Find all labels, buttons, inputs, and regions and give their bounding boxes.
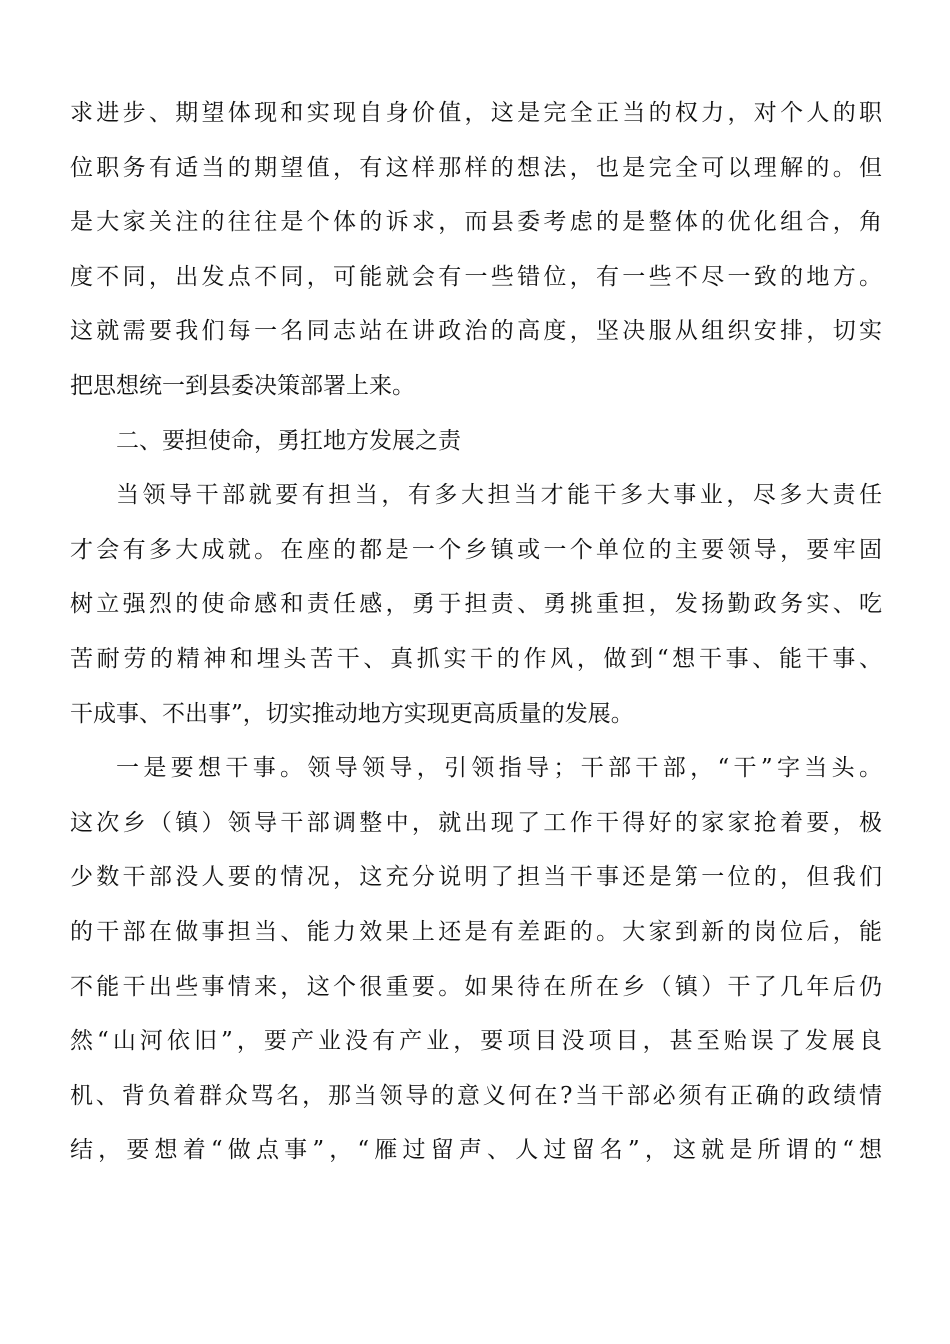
text-line: 是大家关注的往往是个体的诉求，而县委考虑的是整体的优化组合，角: [70, 209, 882, 236]
text-line: 的干部在做事担当、能力效果上还是有差距的。大家到新的岗位后，能: [70, 918, 882, 945]
text-line: 度不同，出发点不同，可能就会有一些错位，有一些不尽一致的地方。: [70, 263, 882, 290]
text-line: 苦耐劳的精神和埋头苦干、真抓实干的作风，做到“想干事、能干事、: [70, 645, 882, 672]
text-line: 结，要想着“做点事”，“雁过留声、人过留名”，这就是所谓的“想: [70, 1137, 882, 1164]
text-line: 位职务有适当的期望值，有这样那样的想法，也是完全可以理解的。但: [70, 154, 882, 181]
text-line: 把思想统一到县委决策部署上来。: [70, 372, 415, 399]
document-body: [70, 86, 882, 1178]
section-heading: 二、要担使命，勇扛地方发展之责: [116, 427, 461, 454]
text-line: 当领导干部就要有担当，有多大担当才能干多大事业，尽多大责任: [116, 482, 882, 509]
text-line: 求进步、期望体现和实现自身价值，这是完全正当的权力，对个人的职: [70, 100, 882, 126]
text-line: 树立强烈的使命感和责任感，勇于担责、勇挑重担，发扬勤政务实、吃: [70, 591, 882, 618]
text-line: 不能干出些事情来，这个很重要。如果待在所在乡（镇）干了几年后仍: [70, 973, 882, 1000]
text-line: 才会有多大成就。在座的都是一个乡镇或一个单位的主要领导，要牢固: [70, 536, 882, 563]
text-line: 这次乡（镇）领导干部调整中，就出现了工作干得好的家家抢着要，极: [70, 809, 882, 836]
text-line: 少数干部没人要的情况，这充分说明了担当干事还是第一位的，但我们: [70, 864, 882, 891]
text-line: 这就需要我们每一名同志站在讲政治的高度，坚决服从组织安排，切实: [70, 318, 882, 345]
text-line: 干成事、不出事”，切实推动地方实现更高质量的发展。: [70, 700, 634, 727]
text-line: 然“山河依旧”，要产业没有产业，要项目没项目，甚至贻误了发展良: [70, 1028, 882, 1055]
text-line: 一是要想干事。领导领导，引领指导；干部干部，“干”字当头。: [116, 755, 882, 782]
text-line: 机、背负着群众骂名，那当领导的意义何在?当干部必须有正确的政绩情: [70, 1082, 882, 1109]
